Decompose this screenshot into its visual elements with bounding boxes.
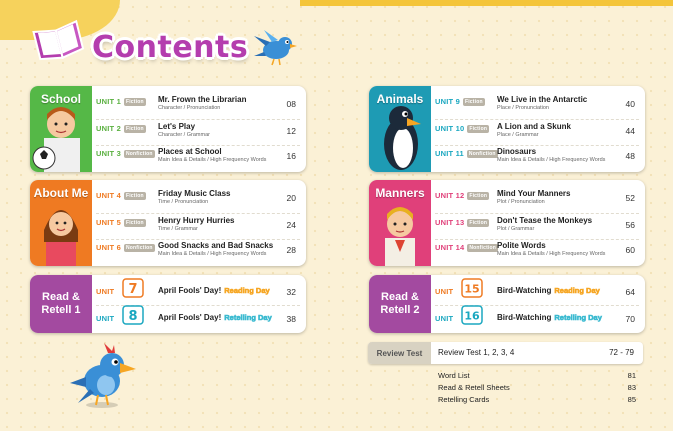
unit-number: UNIT 3 Nonfiction <box>96 149 153 158</box>
divider <box>435 119 639 120</box>
reading-day-tag: Reading Day <box>224 286 270 295</box>
lesson-subtitle: Place / Pronunciation <box>497 105 549 111</box>
lesson-title: We Live in the Antarctic <box>497 95 588 104</box>
lesson-subtitle: Place / Grammar <box>497 132 539 138</box>
lesson-subtitle: Character / Pronunciation <box>158 105 221 111</box>
list-item[interactable] <box>435 240 645 266</box>
unit-number: UNIT 9 Fiction <box>435 97 483 106</box>
retelling-day-tag: Retelling Day <box>554 313 602 322</box>
lesson-title: Bird-Watching Retelling Day <box>497 313 602 322</box>
book-icon <box>30 14 88 64</box>
page-number: 12 <box>286 126 296 136</box>
read-retell-2-tile <box>369 275 431 333</box>
reading-day-tag: Reading Day <box>554 286 600 295</box>
divider <box>96 119 300 120</box>
page-number: 81 <box>627 371 636 380</box>
read-retell-label-1: Read & <box>381 291 419 303</box>
lesson-subtitle: Main Idea & Details / High Frequency Words <box>158 157 267 163</box>
svg-text:8: 8 <box>128 309 138 324</box>
svg-text:15: 15 <box>464 282 480 296</box>
manners-section <box>369 180 645 266</box>
lesson-subtitle: Main Idea & Details / High Frequency Words <box>497 157 606 163</box>
unit-number: UNIT <box>96 314 115 323</box>
read-retell-2-section <box>369 275 645 333</box>
page-number: 32 <box>286 287 296 297</box>
lesson-title: April Fools' Day! Retelling Day <box>158 313 272 322</box>
unit-number-badge <box>461 305 483 325</box>
about-me-tile <box>30 180 92 266</box>
list-item[interactable] <box>435 281 645 305</box>
list-item[interactable] <box>96 188 306 214</box>
page-number: 40 <box>625 99 635 109</box>
read-retell-label-2: Retell 2 <box>380 304 420 316</box>
page-number: 20 <box>286 193 296 203</box>
review-test-title: Review Test 1, 2, 3, 4 <box>438 348 515 357</box>
lesson-subtitle: Main Idea & Details / High Frequency Words <box>158 251 267 257</box>
unit-number: UNIT 5 Fiction <box>96 218 144 227</box>
list-item[interactable] <box>96 215 306 241</box>
top-band <box>300 0 673 6</box>
list-item[interactable] <box>435 121 645 147</box>
list-item[interactable] <box>96 240 306 266</box>
unit-number: UNIT 6 Nonfiction <box>96 243 153 252</box>
divider <box>435 213 639 214</box>
extra-title: Read & Retell Sheets <box>438 383 510 392</box>
list-item[interactable] <box>435 308 645 332</box>
animals-label: Animals <box>376 92 424 106</box>
page-number: 52 <box>625 193 635 203</box>
list-item[interactable] <box>96 308 306 332</box>
page-number: 85 <box>627 395 636 404</box>
extra-title: Retelling Cards <box>438 395 490 404</box>
blue-bird-icon <box>68 343 140 413</box>
divider <box>96 213 300 214</box>
list-item[interactable] <box>96 281 306 305</box>
unit-number-badge <box>122 278 144 298</box>
small-bird-icon <box>252 30 298 66</box>
retelling-day-tag: Retelling Day <box>224 313 272 322</box>
school-label: School <box>40 92 81 106</box>
about-me-label: About Me <box>33 186 89 200</box>
list-item[interactable] <box>438 395 636 405</box>
page-number: 24 <box>286 220 296 230</box>
page-title: Contents <box>92 30 249 65</box>
unit-number: UNIT <box>435 287 454 296</box>
unit-number: UNIT 2 Fiction <box>96 124 144 133</box>
unit-number: UNIT 14 Nonfiction <box>435 243 497 252</box>
unit-number: UNIT <box>435 314 454 323</box>
lesson-subtitle: Main Idea & Details / High Frequency Words <box>497 251 606 257</box>
read-retell-1-section <box>30 275 306 333</box>
page-number: 56 <box>625 220 635 230</box>
lesson-title: April Fools' Day! Reading Day <box>158 286 270 295</box>
unit-number: UNIT 1 Fiction <box>96 97 144 106</box>
page-number: 72 - 79 <box>609 348 634 357</box>
svg-text:7: 7 <box>128 282 138 297</box>
lesson-title: Mr. Frown the Librarian <box>158 95 247 104</box>
lesson-title: Mind Your Manners <box>497 189 571 198</box>
lesson-subtitle: Character / Grammar <box>158 132 210 138</box>
list-item[interactable] <box>435 215 645 241</box>
list-item[interactable] <box>435 188 645 214</box>
lesson-title: Good Snacks and Bad Snacks <box>158 241 274 250</box>
unit-number: UNIT <box>96 287 115 296</box>
lesson-title: Bird-Watching Reading Day <box>497 286 600 295</box>
manners-label: Manners <box>375 186 425 200</box>
list-item[interactable] <box>96 121 306 147</box>
list-item[interactable] <box>96 146 306 172</box>
list-item[interactable] <box>438 383 636 393</box>
lesson-title: Friday Music Class <box>158 189 231 198</box>
page-number: 28 <box>286 245 296 255</box>
page-number: 70 <box>625 314 635 324</box>
read-retell-label-2: Retell 1 <box>41 304 81 316</box>
lesson-subtitle: Plot / Pronunciation <box>497 199 545 205</box>
page-number: 16 <box>286 151 296 161</box>
animals-tile <box>369 86 431 172</box>
svg-text:16: 16 <box>464 309 480 323</box>
unit-number: UNIT 10 Fiction <box>435 124 488 133</box>
lesson-title: Henry Hurry Hurries <box>158 216 235 225</box>
lesson-title: Let's Play <box>158 122 196 131</box>
lesson-subtitle: Time / Pronunciation <box>158 199 209 205</box>
unit-number: UNIT 12 Fiction <box>435 191 488 200</box>
lesson-title: A Lion and a Skunk <box>497 122 571 131</box>
unit-number-badge <box>461 278 483 298</box>
lesson-title: Polite Words <box>497 241 546 250</box>
page-number: 60 <box>625 245 635 255</box>
lesson-title: Places at School <box>158 147 222 156</box>
read-retell-1-tile <box>30 275 92 333</box>
lesson-title: Don't Tease the Monkeys <box>497 216 593 225</box>
animals-section <box>369 86 645 172</box>
about-me-section <box>30 180 306 266</box>
list-item[interactable] <box>438 371 636 381</box>
review-test-row[interactable] <box>368 342 643 364</box>
list-item[interactable] <box>435 146 645 172</box>
list-item[interactable] <box>96 94 306 120</box>
manners-tile <box>369 180 431 266</box>
page-number: 44 <box>625 126 635 136</box>
extra-title: Word List <box>438 371 470 380</box>
list-item[interactable] <box>435 94 645 120</box>
lesson-subtitle: Plot / Grammar <box>497 226 535 232</box>
review-test-label: Review Test <box>368 342 431 364</box>
school-tile <box>30 86 92 172</box>
lesson-subtitle: Time / Grammar <box>158 226 198 232</box>
page-number: 48 <box>625 151 635 161</box>
unit-number: UNIT 4 Fiction <box>96 191 144 200</box>
unit-number-badge <box>122 305 144 325</box>
lesson-title: Dinosaurs <box>497 147 537 156</box>
page-number: 08 <box>286 99 296 109</box>
page-number: 38 <box>286 314 296 324</box>
page-number: 83 <box>627 383 636 392</box>
school-section <box>30 86 306 172</box>
unit-number: UNIT 13 Fiction <box>435 218 488 227</box>
unit-number: UNIT 11 Nonfiction <box>435 149 496 158</box>
page-number: 64 <box>625 287 635 297</box>
read-retell-label-1: Read & <box>42 291 80 303</box>
